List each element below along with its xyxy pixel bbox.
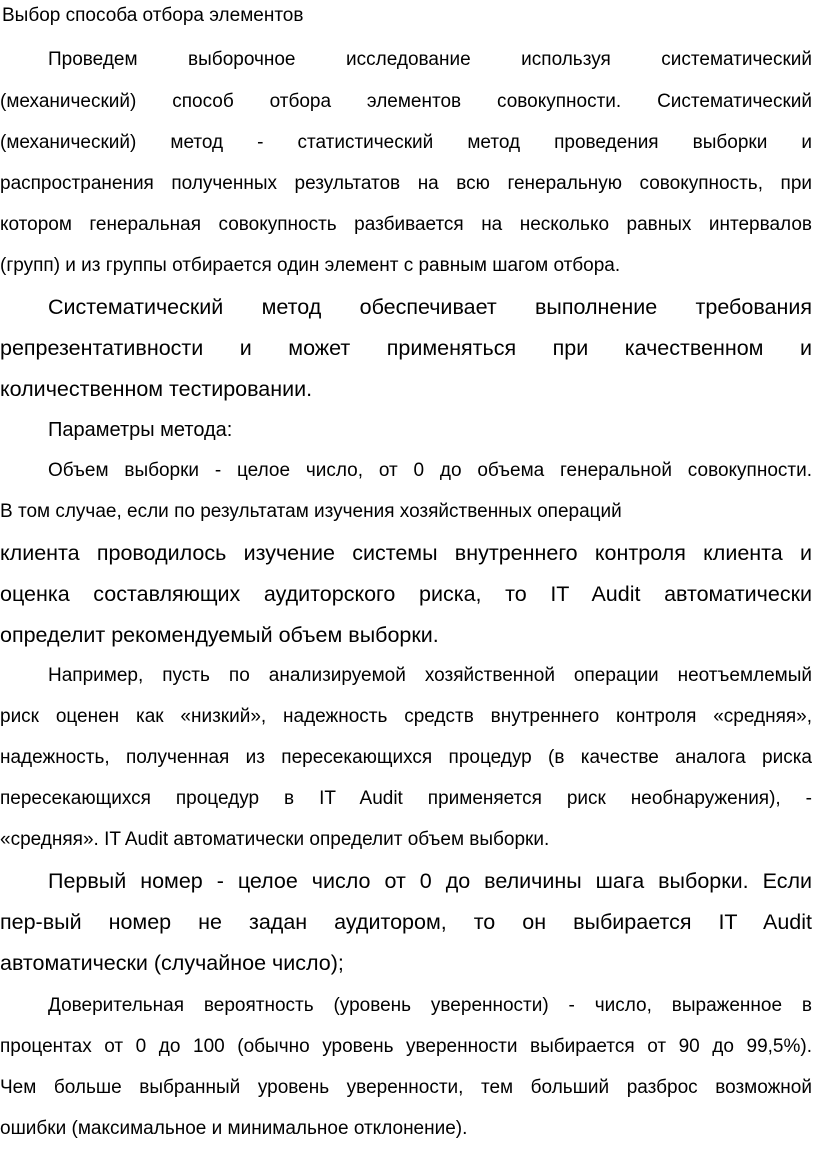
- text-line: (механический) способ отбора элементов совокупности. Систематический: [0, 91, 812, 112]
- text-line: оценка составляющих аудиторского риска, то IT Audit автоматически: [0, 582, 812, 606]
- text-line: пер-вый номер не задан аудитором, то он выбирается IT Audit: [0, 910, 812, 934]
- text-line: Систематический метод обеспечивает выполнение требования: [48, 295, 812, 319]
- text-line: Чем больше выбранный уровень уверенности, тем больший разброс возможной: [0, 1077, 812, 1098]
- text-line: котором генеральная совокупность разбивается на несколько равных интервалов: [0, 214, 812, 235]
- section-heading: Параметры метода:: [48, 419, 233, 441]
- text-line: ошибки (максимальное и минимальное отклонение).: [0, 1118, 468, 1139]
- text-line: (групп) и из группы отбирается один элемент с равным шагом отбора.: [0, 255, 621, 276]
- text-line: пересекающихся процедур в IT Audit применяется риск необнаружения), -: [0, 788, 812, 809]
- text-line: «средняя». IT Audit автоматически определит объем выборки.: [0, 829, 550, 850]
- text-line: Первый номер - целое число от 0 до величины шага выборки. Если: [48, 869, 812, 893]
- text-line: надежность, полученная из пересекающихся процедур (в качестве аналога риска: [0, 747, 812, 768]
- text-line: автоматически (случайное число);: [0, 951, 344, 975]
- text-line: распространения полученных результатов на всю генеральную совокупность, при: [0, 173, 812, 194]
- text-line: риск оценен как «низкий», надежность средств внутреннего контроля «средняя»,: [0, 706, 812, 727]
- text-line: Доверительная вероятность (уровень уверенности) - число, выраженное в: [48, 995, 812, 1016]
- text-line: определит рекомендуемый объем выборки.: [0, 623, 439, 647]
- text-line: Объем выборки - целое число, от 0 до объема генеральной совокупности.: [48, 460, 812, 481]
- text-line: Проведем выборочное исследование используя систематический: [48, 49, 812, 70]
- document-title: Выбор способа отбора элементов: [2, 5, 304, 26]
- text-line: Например, пусть по анализируемой хозяйственной операции неотъемлемый: [48, 665, 812, 686]
- text-line: В том случае, если по результатам изучения хозяйственных операций: [0, 501, 622, 522]
- text-line: процентах от 0 до 100 (обычно уровень уверенности выбирается от 90 до 99,5%).: [0, 1036, 812, 1057]
- text-line: репрезентативности и может применяться при качественном и: [0, 336, 812, 360]
- text-line: количественном тестировании.: [0, 377, 313, 401]
- text-line: (механический) метод - статистический метод проведения выборки и: [0, 132, 812, 153]
- text-line: клиента проводилось изучение системы внутреннего контроля клиента и: [0, 541, 812, 565]
